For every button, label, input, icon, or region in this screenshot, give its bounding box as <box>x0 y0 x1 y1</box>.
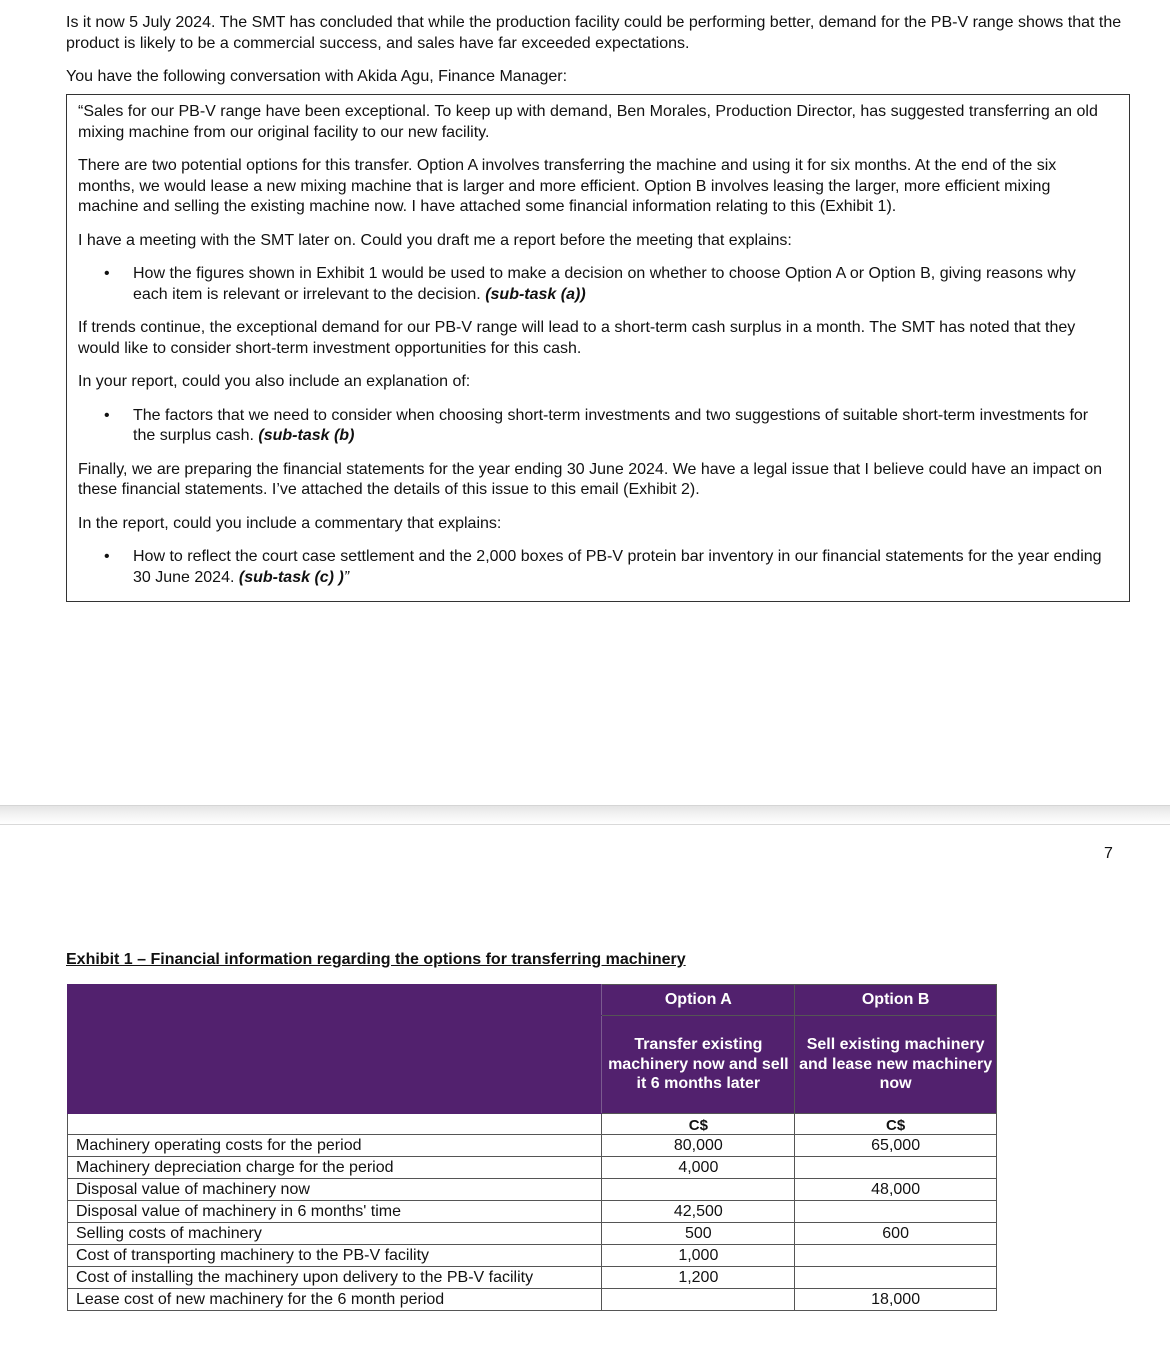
bullet-subtask-a <box>78 264 1113 305</box>
row-option-a-value: 42,500 <box>602 1201 795 1223</box>
conversation-paragraph-5: In your report, could you also include an explanation of: <box>78 373 471 390</box>
page-number: 7 <box>1104 845 1113 862</box>
bullet-b-tag: (sub-task (b) <box>258 427 355 444</box>
conversation-paragraph-7: In the report, could you include a commentary that explains: <box>78 514 502 532</box>
row-option-b-value: 18,000 <box>795 1289 997 1311</box>
bullet-subtask-c <box>78 547 1113 588</box>
table-row <box>68 1157 997 1179</box>
row-label: Selling costs of machinery <box>68 1223 602 1245</box>
row-option-a-value: 1,200 <box>602 1267 795 1289</box>
row-option-a-value: 1,000 <box>602 1245 795 1267</box>
table-row <box>68 1223 997 1245</box>
bullet-dot: • <box>104 265 110 282</box>
bullet-subtask-b <box>78 406 1113 447</box>
bullet-c-tag: (sub-task (c) ) <box>238 568 344 586</box>
table-description-row <box>68 1016 997 1114</box>
bullet-c-text: How to reflect the court case settlement and the 2,000 boxes of PB-V protein bar inventory in our financial statements for the year ending 30 June 2024. <box>133 548 1102 586</box>
row-option-b-value <box>795 1245 997 1267</box>
row-option-a-value <box>602 1289 795 1311</box>
row-label: Disposal value of machinery now <box>68 1179 602 1201</box>
row-option-b-value <box>795 1267 997 1289</box>
table-row <box>68 1245 997 1267</box>
row-label: Disposal value of machinery in 6 months' time <box>68 1201 602 1223</box>
option-a-heading: Option A <box>602 985 795 1016</box>
table-row <box>68 1135 997 1157</box>
row-option-b-value <box>795 1157 997 1179</box>
option-b-description: Sell existing machinery and lease new machinery now <box>795 1016 997 1114</box>
exhibit-title: Exhibit 1 – Financial information regarding the options for transferring machinery <box>66 951 686 968</box>
table-row <box>68 1289 997 1311</box>
intro-paragraph: Is it now 5 July 2024. The SMT has concluded that while the production facility could be performing better, demand for the PB-V range shows that the product is likely to be a commercial success, and sales have far exceeded expectations. <box>66 14 1122 52</box>
row-option-b-value: 48,000 <box>795 1179 997 1201</box>
row-option-b-value: 65,000 <box>795 1135 997 1157</box>
table-row <box>68 1201 997 1223</box>
option-b-heading: Option B <box>795 985 997 1016</box>
table-header-row <box>68 985 997 1016</box>
row-label: Lease cost of new machinery for the 6 month period <box>68 1289 602 1311</box>
conversation-paragraph-2: There are two potential options for this transfer. Option A involves transferring the machine and using it for six months. At the end of the six months, we would lease a new mixing machine that is larger and more efficient. Option B involves leasing the larger, more efficient mixing machine and selling the existing machine now. I have attached some financial information relating to this (Exhibit 1). <box>78 157 1057 215</box>
row-label: Cost of installing the machinery upon delivery to the PB-V facility <box>68 1267 602 1289</box>
conversation-paragraph-4: If trends continue, the exceptional demand for our PB-V range will lead to a short-term cash surplus in a month. The SMT has noted that they would like to consider short-term investment opportunities for this cash. <box>78 319 1076 357</box>
bullet-a-text: How the figures shown in Exhibit 1 would be used to make a decision on whether to choose Option A or Option B, giving reasons why each item is relevant or irrelevant to the decision. <box>133 265 1076 303</box>
option-a-description: Transfer existing machinery now and sell it 6 months later <box>602 1016 795 1114</box>
row-option-a-value: 4,000 <box>602 1157 795 1179</box>
row-label: Cost of transporting machinery to the PB-V facility <box>68 1245 602 1267</box>
bullet-a-tag: (sub-task (a)) <box>485 285 586 303</box>
financial-table <box>67 984 997 1311</box>
bullet-b-text: The factors that we need to consider when choosing short-term investments and two suggestions of suitable short-term investments for the surplus cash. <box>133 406 1089 444</box>
row-option-a-value: 500 <box>602 1223 795 1245</box>
conversation-paragraph-1: “Sales for our PB-V range have been exceptional. To keep up with demand, Ben Morales, Production Director, has suggested transferring an old mixing machine from our original facility to our new facility. <box>78 103 1098 141</box>
intro-conversation-line: You have the following conversation with Akida Agu, Finance Manager: <box>66 68 568 85</box>
closing-quote: ” <box>343 568 350 586</box>
row-label: Machinery depreciation charge for the period <box>68 1157 602 1179</box>
conversation-paragraph-3: I have a meeting with the SMT later on. Could you draft me a report before the meeting that explains: <box>78 231 792 249</box>
header-blank-cell <box>68 1016 602 1114</box>
conversation-box <box>66 94 1130 602</box>
currency-a: C$ <box>602 1114 795 1135</box>
table-row <box>68 1267 997 1289</box>
currency-b: C$ <box>795 1114 997 1135</box>
row-option-b-value: 600 <box>795 1223 997 1245</box>
row-option-a-value <box>602 1179 795 1201</box>
row-option-a-value: 80,000 <box>602 1135 795 1157</box>
page-break-divider <box>0 805 1170 825</box>
table-row <box>68 1179 997 1201</box>
bullet-dot: • <box>104 406 110 424</box>
currency-blank-cell <box>68 1114 602 1135</box>
currency-row <box>68 1114 997 1135</box>
bullet-dot: • <box>104 548 110 565</box>
header-blank-cell <box>68 985 602 1016</box>
row-option-b-value <box>795 1201 997 1223</box>
conversation-paragraph-6: Finally, we are preparing the financial statements for the year ending 30 June 2024. We have a legal issue that I believe could have an impact on these financial statements. I’ve attached the details of this issue to this email (Exhibit 2). <box>78 460 1103 498</box>
row-label: Machinery operating costs for the period <box>68 1135 602 1157</box>
